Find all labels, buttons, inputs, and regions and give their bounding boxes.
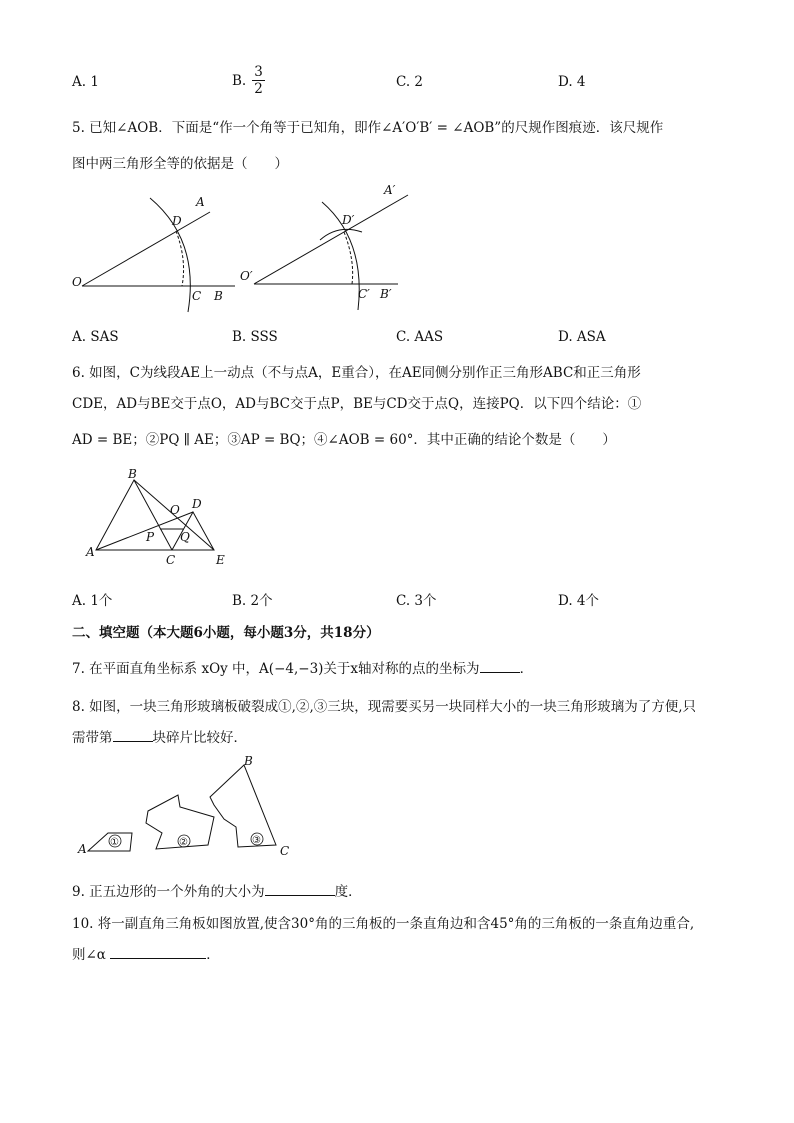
label-a: A — [86, 545, 95, 559]
q6-option-b: B. 2个 — [232, 593, 273, 609]
fraction-numerator: 3 — [254, 64, 263, 80]
q9-end: 度． — [334, 884, 362, 900]
segment-dc-dashed — [176, 231, 184, 286]
q4-option-b — [232, 64, 265, 97]
q6-option-c: C. 3个 — [396, 593, 437, 609]
q5-option-b: B. SSS — [232, 329, 278, 345]
answer-blank[interactable] — [113, 729, 153, 742]
q5-line-2: 图中两三角形全等的依据是（ ） — [72, 156, 288, 172]
ray-oa — [82, 212, 210, 286]
label-d: D — [172, 214, 182, 228]
label-p: P — [146, 530, 155, 544]
label-d: D — [192, 497, 202, 511]
q8-text: 需带第 — [72, 730, 113, 746]
triangle-abc — [96, 480, 172, 550]
label-e: E — [216, 553, 225, 567]
segment-ad — [96, 512, 193, 550]
q4-option-d: D. 4 — [558, 74, 586, 90]
q10-text: 则∠α — [72, 947, 106, 963]
q5-option-a: A. SAS — [72, 329, 119, 345]
q4-option-a: A. 1 — [72, 74, 99, 90]
label-c: C — [192, 289, 202, 303]
piece-1-label: ① — [110, 837, 119, 848]
label-a: A — [78, 842, 87, 856]
label-a: A — [196, 195, 205, 209]
q6-option-a: A. 1个 — [72, 593, 113, 609]
piece-2-label: ② — [179, 837, 188, 848]
answer-blank[interactable] — [480, 660, 520, 673]
q4-option-c: C. 2 — [396, 74, 424, 90]
q6-line-3: AD = BE；②PQ ∥ AE；③AP = BQ；④∠AOB = 60°．其中正确的结论个数是（ ） — [72, 432, 616, 448]
label-b: B — [214, 289, 223, 303]
q9-line — [72, 880, 362, 900]
q5-line-1: 5. 已知∠AOB．下面是“作一个角等于已知角，即作∠A′O′B′ = ∠AOB”的尺规作图痕迹．该尺规作 — [72, 120, 664, 136]
answer-blank[interactable] — [110, 946, 206, 959]
q5-option-d: D. ASA — [558, 329, 606, 345]
piece-3 — [210, 765, 276, 847]
q6-option-d: D. 4个 — [558, 593, 600, 609]
segment-dc-prime-dashed — [344, 232, 353, 284]
q5-figure-left — [70, 190, 240, 320]
q5-option-c: C. AAS — [396, 329, 444, 345]
q6-line-1: 6. 如图，C为线段AE上一动点（不与点A，E重合），在AE同侧分别作正三角形ABC和正三角形 — [72, 365, 641, 381]
label-q: Q — [180, 530, 190, 544]
label-c: C — [166, 553, 176, 567]
q7-line — [72, 657, 533, 677]
label-c: C — [280, 844, 290, 858]
q7-text: 7. 在平面直角坐标系 xOy 中，A(−4,−3)关于x轴对称的点的坐标为 — [72, 661, 480, 677]
label-c-prime: C′ — [358, 287, 370, 301]
small-arc-prime — [320, 229, 362, 240]
label-b-prime: B′ — [380, 287, 392, 301]
label-o: O — [72, 275, 82, 289]
fraction-denominator: 2 — [254, 81, 263, 97]
q8-end: 块碎片比较好． — [152, 730, 247, 746]
label-b: B — [128, 467, 137, 481]
q10-line-1: 10. 将一副直角三角板如图放置,使含30°角的三角板的一条直角边和含45°角的三角板的一条直角边重合, — [72, 916, 695, 932]
q6-figure — [84, 468, 234, 568]
piece-3-label: ③ — [252, 835, 261, 846]
q7-end: ． — [519, 661, 534, 677]
label-o-prime: O′ — [240, 269, 253, 283]
label-b: B — [244, 754, 253, 768]
arc-trace — [150, 198, 190, 312]
q5-figure-right — [238, 180, 418, 320]
ray-oa-prime — [254, 195, 408, 284]
q6-line-2: CDE，AD与BE交于点O，AD与BC交于点P，BE与CD交于点Q，连接PQ．以下四个结论：① — [72, 396, 642, 412]
label-a-prime: A′ — [384, 183, 396, 197]
q8-line-2 — [72, 726, 247, 746]
q10-end: ． — [206, 947, 220, 963]
q8-line-1: 8. 如图，一块三角形玻璃板破裂成①,②,③三块，现需要买另一块同样大小的一块三角形玻璃为了方便,只 — [72, 699, 697, 715]
label-d-prime: D′ — [342, 213, 355, 227]
answer-blank[interactable] — [265, 883, 335, 896]
fraction — [252, 64, 265, 97]
section-title: 二、填空题（本大题6小题，每小题3分，共18分） — [72, 625, 380, 641]
label-o: O — [170, 503, 180, 517]
q8-figure — [74, 755, 304, 865]
q4-option-b-label: B. — [232, 72, 247, 89]
q9-text: 9. 正五边形的一个外角的大小为 — [72, 884, 265, 900]
q10-line-2 — [72, 943, 220, 963]
